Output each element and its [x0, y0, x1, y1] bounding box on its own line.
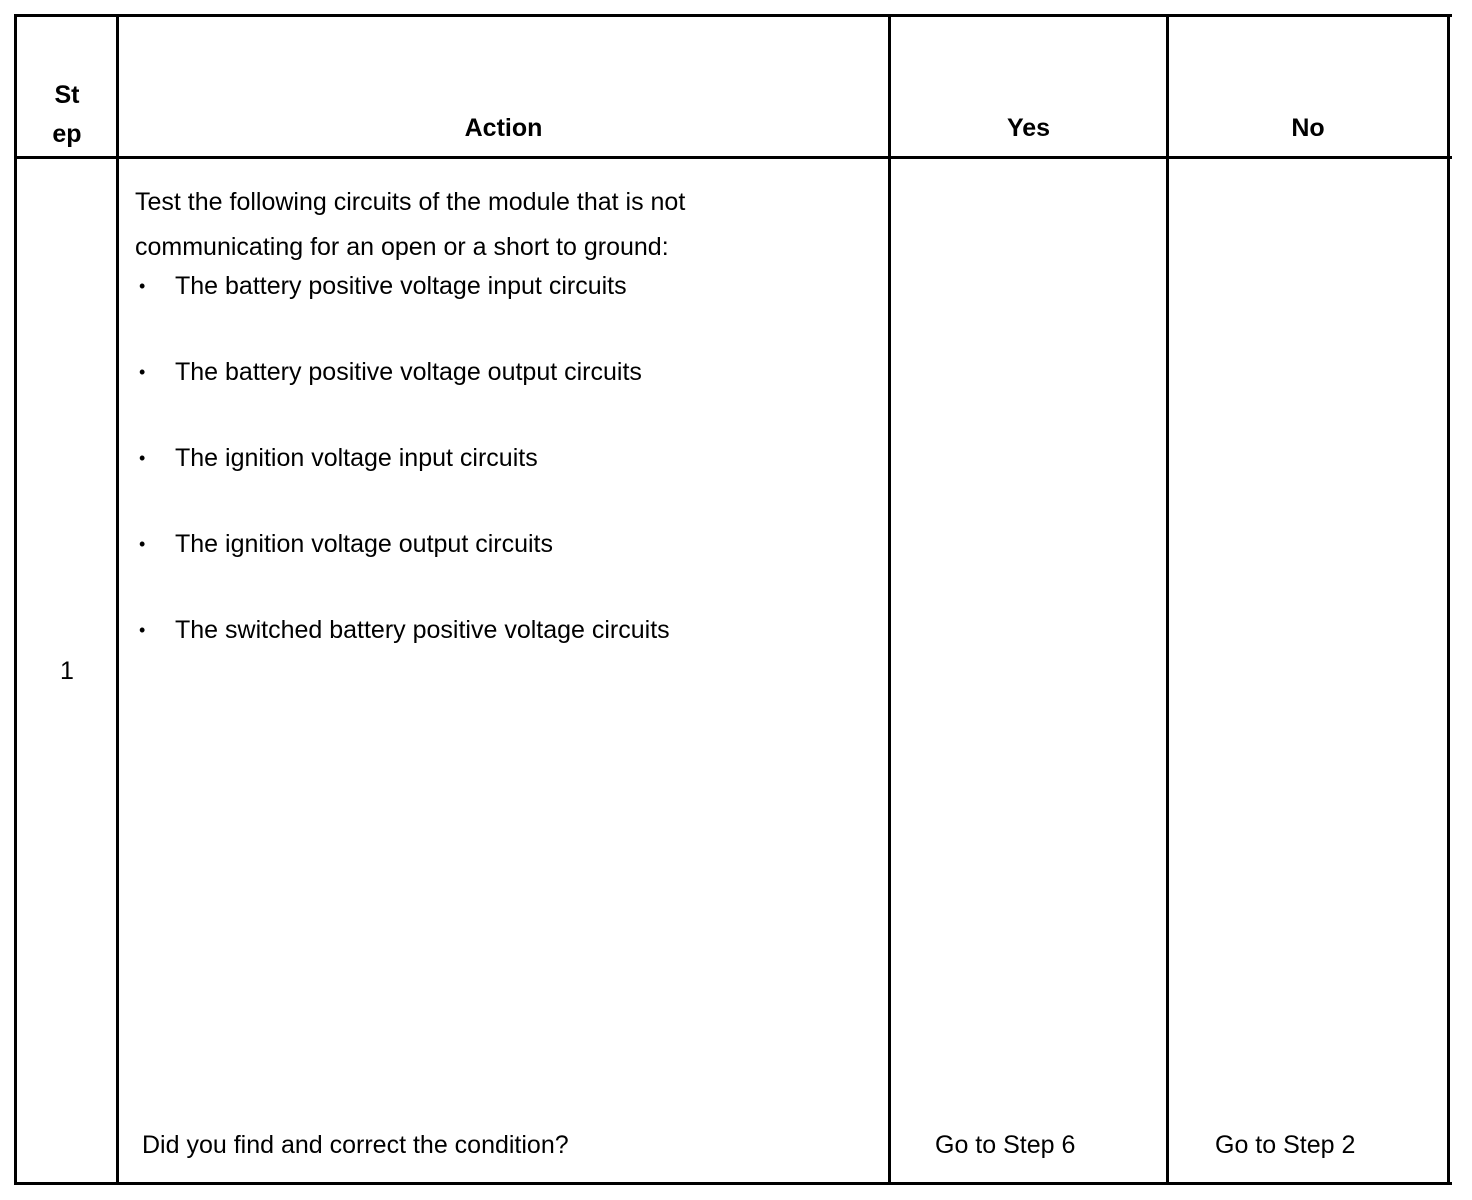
- list-item-text: The ignition voltage output circuits: [175, 530, 553, 558]
- action-yes-divider: [888, 14, 891, 1185]
- no-go-to-step-link[interactable]: Go to Step 2: [1215, 1131, 1356, 1159]
- bullet-icon: •: [139, 276, 146, 296]
- list-item-text: The switched battery positive voltage circuits: [175, 616, 670, 644]
- list-item-text: The ignition voltage input circuits: [175, 444, 538, 472]
- step-action-divider: [116, 14, 119, 1185]
- header-bottom-border: [14, 156, 1452, 159]
- action-intro: [135, 180, 875, 270]
- list-item-text: The battery positive voltage input circuits: [175, 272, 627, 300]
- bullet-icon: •: [139, 448, 146, 468]
- list-item-text: The battery positive voltage output circuits: [175, 358, 642, 386]
- bullet-icon: •: [139, 534, 146, 554]
- bullet-icon: •: [139, 620, 146, 640]
- action-intro-line1: Test the following circuits of the module that is not: [135, 188, 686, 216]
- header-no: No: [1291, 114, 1325, 142]
- row-step-number: 1: [60, 657, 74, 685]
- header-yes: Yes: [1006, 114, 1051, 142]
- table-top-border: [14, 14, 1452, 17]
- header-action: Action: [464, 114, 543, 142]
- bullet-icon: •: [139, 362, 146, 382]
- action-question: Did you find and correct the condition?: [142, 1131, 569, 1159]
- table-left-border: [14, 14, 17, 1185]
- action-intro-line2: communicating for an open or a short to ground:: [135, 233, 669, 261]
- table-bottom-border: [14, 1182, 1452, 1185]
- table-right-border: [1447, 14, 1450, 1185]
- header-step-line2: ep: [52, 120, 82, 148]
- yes-go-to-step-link[interactable]: Go to Step 6: [935, 1131, 1076, 1159]
- header-step-line1: St: [54, 81, 80, 109]
- yes-no-divider: [1166, 14, 1169, 1185]
- header-step: [16, 76, 118, 154]
